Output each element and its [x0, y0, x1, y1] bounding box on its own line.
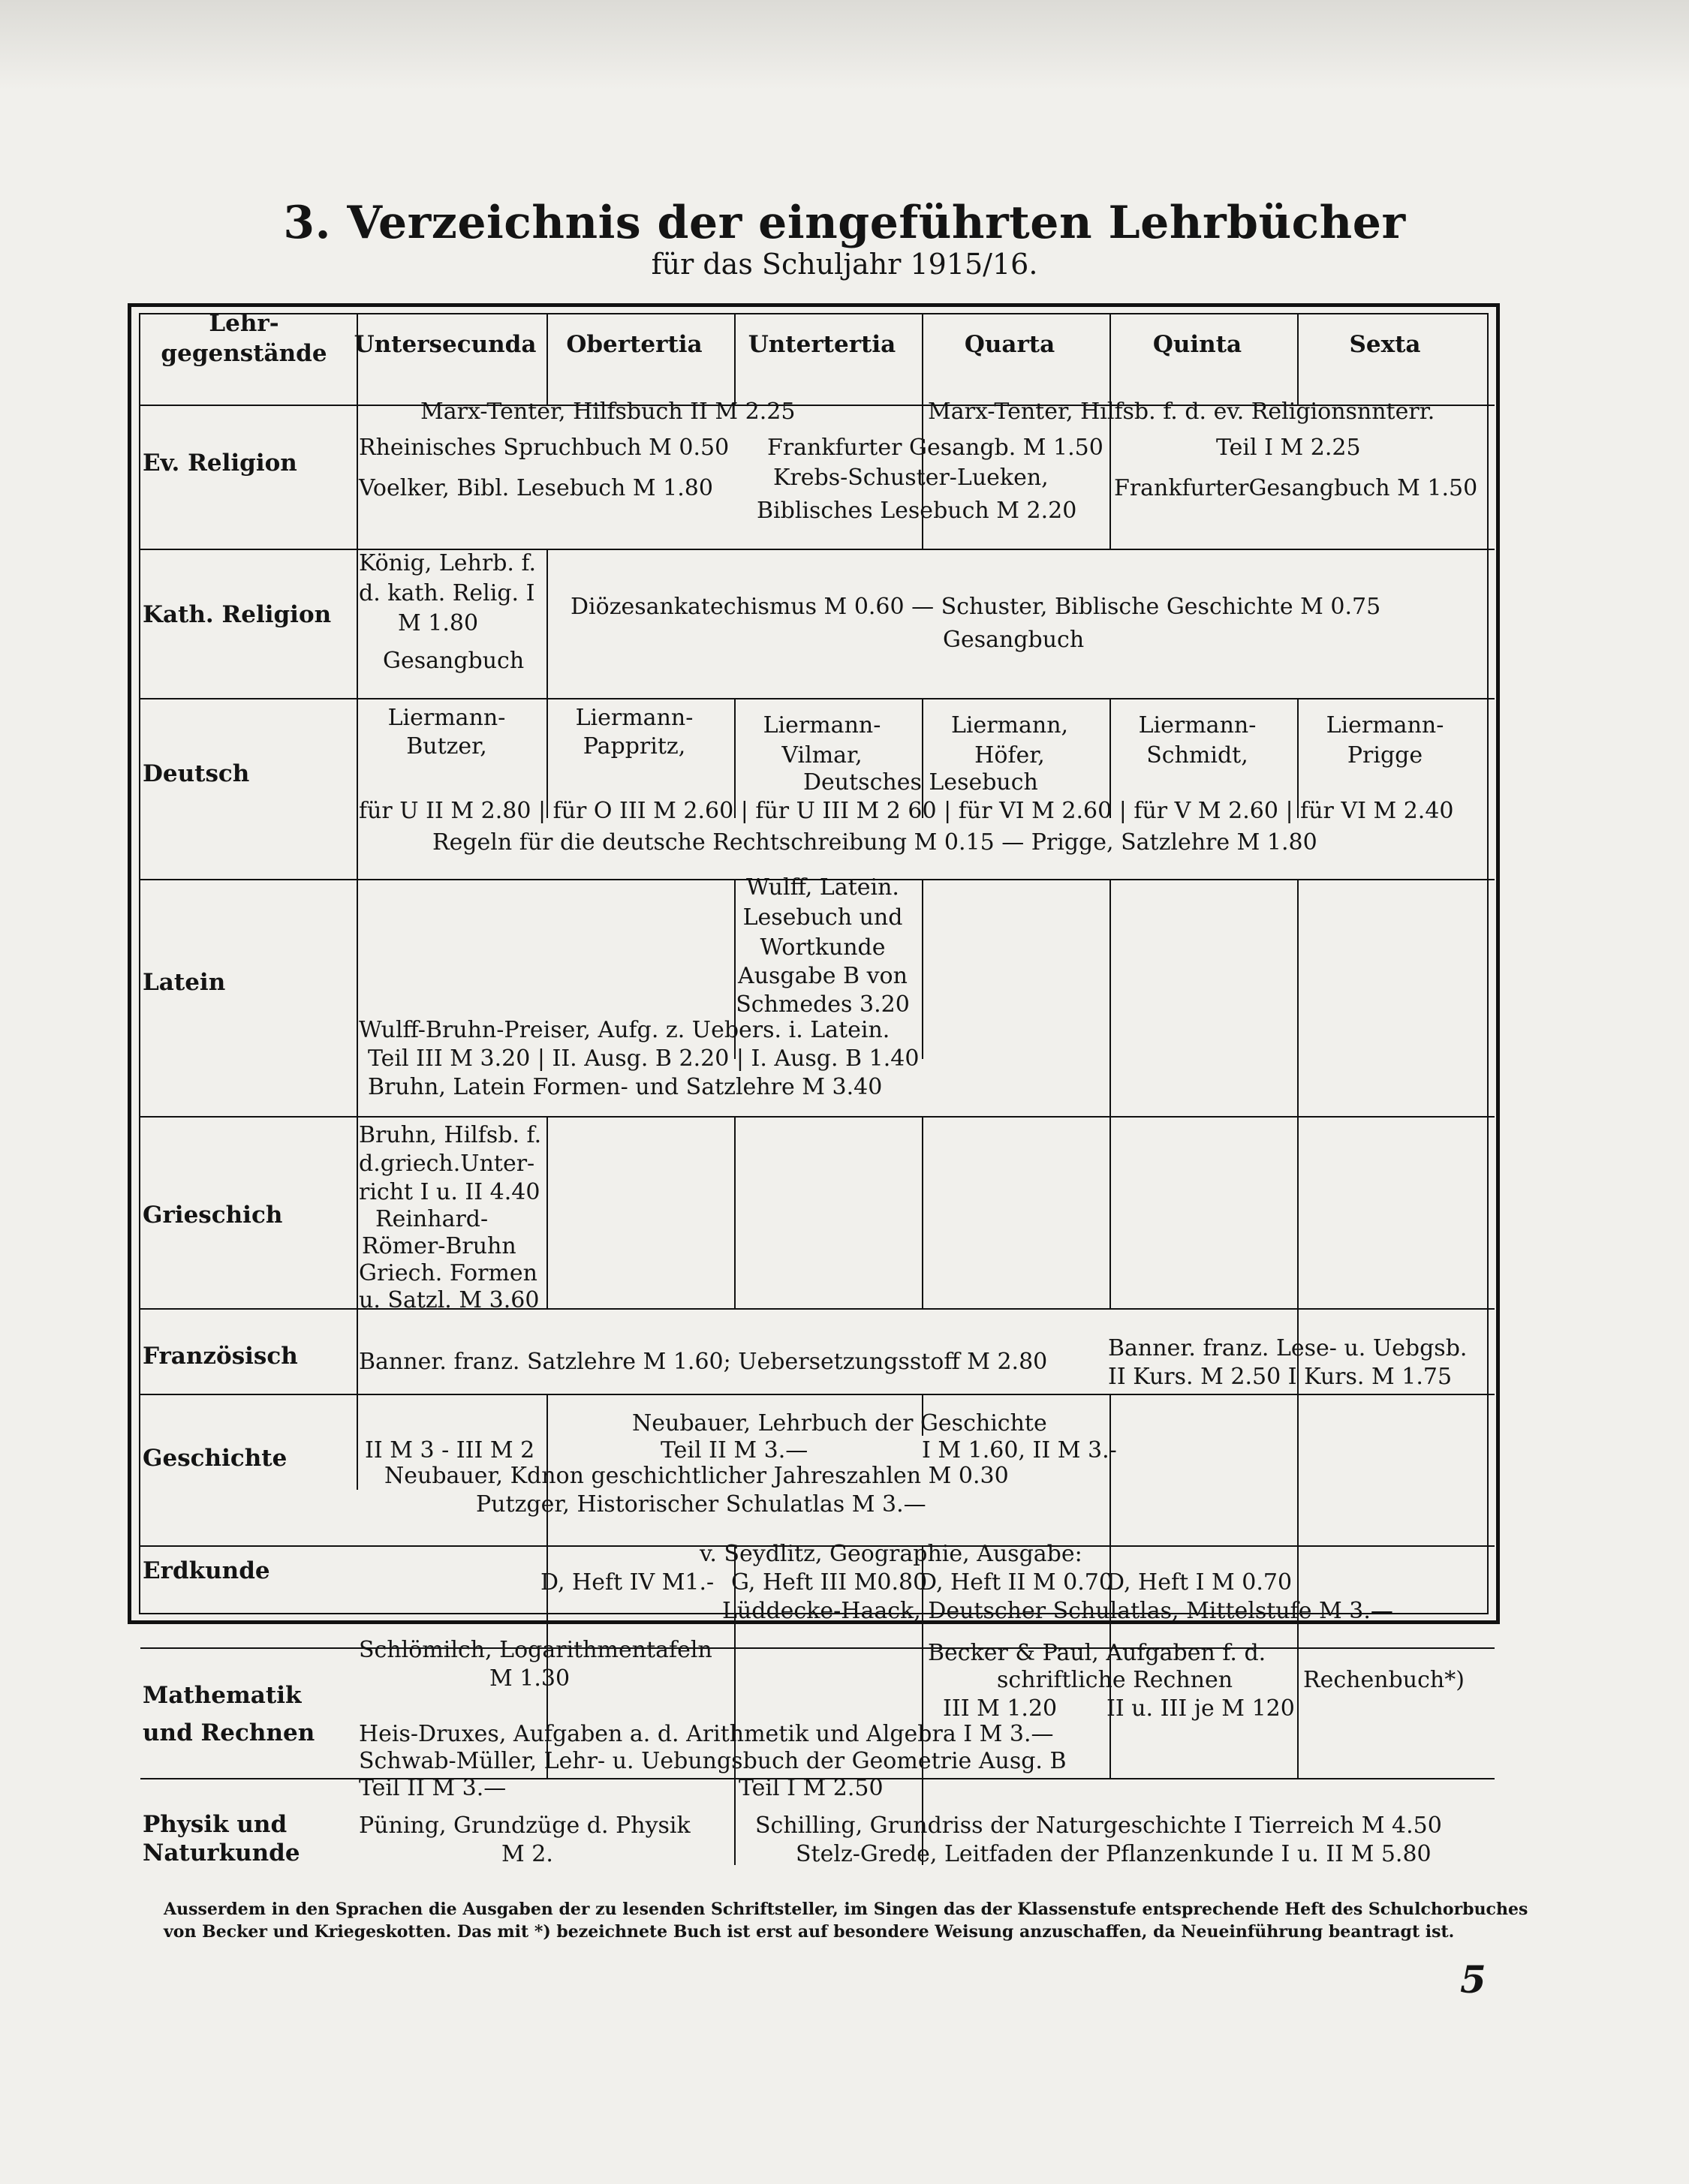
erdkunde-seydlitz: v. Seydlitz, Geographie, Ausgabe:: [700, 1541, 1082, 1567]
deutsch-prices: für U II M 2.80 | für O III M 2.60 | für U III M 2 60 | für VI M 2.60 | für V M 2.60 | für VI M 2.40: [359, 798, 1454, 824]
latein-wulff-bruhn: Wulff-Bruhn-Preiser, Aufg. z. Uebers. i. Latein.: [359, 1017, 890, 1043]
latein-wulff-1: Wulff, Latein.: [746, 874, 899, 901]
col-segment: [1109, 1116, 1111, 1308]
deutsch-us-2: Butzer,: [406, 733, 487, 760]
col-segment: [1297, 1545, 1299, 1647]
griechisch-3: richt I u. II 4.40: [359, 1179, 540, 1205]
religion-teil-i: Teil I M 2.25: [1216, 435, 1361, 461]
row-line-2: [140, 698, 1495, 699]
geschichte-ii-iii: II M 3 - III M 2: [365, 1437, 535, 1464]
deutsch-us-1: Liermann-: [387, 705, 506, 731]
kath-gesangbuch-left: Gesangbuch: [383, 648, 525, 674]
erdkunde-heft-ii: D, Heft II M 0.70: [919, 1569, 1113, 1596]
deutsch-qu-1: Liermann-: [1138, 712, 1257, 739]
col-segment: [1297, 1394, 1299, 1545]
geschichte-i-ii: I M 1.60, II M 3.-: [922, 1437, 1117, 1464]
geschichte-kanon: Neubauer, Kdnon geschichtlicher Jahreszahlen M 0.30: [384, 1463, 1009, 1489]
erdkunde-heft-iv: D, Heft IV M1.-: [540, 1569, 715, 1596]
col-segment: [546, 1116, 548, 1308]
mathe-teil-i: Teil I M 2.50: [739, 1775, 884, 1801]
deutsch-q-2: Höfer,: [974, 742, 1045, 769]
row-line-1: [140, 549, 1495, 550]
page-number: 5: [1460, 1957, 1486, 2002]
erdkunde-heft-i: D, Heft I M 0.70: [1106, 1569, 1293, 1596]
latein-wulff-4: Ausgabe B von: [738, 963, 908, 989]
col-line-6: [1297, 314, 1299, 405]
mathe-schloemilch-1: Schlömilch, Logarithmentafeln: [359, 1637, 712, 1663]
latein-wulff-3: Wortkunde: [760, 934, 886, 961]
physik-stelz-grede: Stelz-Grede, Leitfaden der Pflanzenkunde I u. II M 5.80: [796, 1841, 1432, 1867]
row-line-6: [140, 1394, 1495, 1395]
mathe-teil-ii: Teil II M 3.—: [359, 1775, 507, 1801]
mathe-schloemilch-2: M 1.30: [489, 1665, 571, 1692]
deutsch-ot-2: Pappritz,: [583, 733, 686, 760]
deutsch-s-1: Liermann-: [1326, 712, 1444, 739]
deutsch-ut-1: Liermann-: [763, 712, 881, 739]
erdkunde-heft-iii: G, Heft III M0.80: [731, 1569, 928, 1596]
col-segment: [734, 1116, 736, 1308]
kath-koenig-2: d. kath. Relig. I: [359, 580, 535, 606]
header-untertertia: Untertertia: [748, 331, 896, 358]
erdkunde-label: Erdkunde: [143, 1557, 270, 1584]
header-obertertia: Obertertia: [566, 331, 703, 358]
col-segment: [1297, 1116, 1299, 1308]
religion-marx-tenter-iii: Marx-Tenter, Hılfsb. f. d. ev. Religionsnnterr.: [928, 399, 1435, 425]
col-segment: [922, 879, 923, 1059]
franz-banner-lese: Banner. franz. Lese- u. Uebgsb.: [1108, 1335, 1468, 1361]
griechisch-7: u. Satzl. M 3.60: [359, 1287, 540, 1313]
geschichte-label: Geschichte: [143, 1445, 288, 1472]
deutsch-ut-2: Vilmar,: [781, 742, 863, 769]
mathe-heis-druxes: Heis-Druxes, Aufgaben a. d. Arithmetik und Algebra I M 3.—: [359, 1721, 1054, 1747]
franz-label: Französisch: [143, 1343, 298, 1370]
franz-kurs: II Kurs. M 2.50 I Kurs. M 1.75: [1108, 1364, 1453, 1390]
col-segment: [734, 1778, 736, 1865]
deutsch-ot-1: Liermann-: [575, 705, 694, 731]
mathe-label-2: und Rechnen: [143, 1719, 315, 1746]
mathe-schwab-mueller: Schwab-Müller, Lehr- u. Uebungsbuch der Geometrie Ausg. B: [359, 1748, 1067, 1774]
griechisch-4: Reinhard-: [375, 1206, 489, 1232]
row-line-5: [140, 1308, 1495, 1310]
religion-spruchbuch: Rheinisches Spruchbuch M 0.50: [359, 435, 730, 461]
deutsch-q-1: Liermann,: [950, 712, 1069, 739]
mathe-becker-paul-3a: III M 1.20: [943, 1695, 1058, 1722]
col-line-3: [734, 314, 736, 405]
col-line-5: [1109, 314, 1111, 405]
religion-biblisches-lesebuch: Biblisches Lesebuch M 2.20: [757, 498, 1077, 524]
kath-koenig-3: M 1.80: [398, 610, 479, 636]
deutsch-lesebuch: Deutsches Lesebuch: [803, 769, 1038, 796]
kath-koenig-1: König, Lehrb. f.: [359, 550, 537, 576]
col-line-1: [357, 314, 358, 1490]
kath-label: Kath. Religion: [143, 601, 332, 628]
col-segment: [1297, 879, 1299, 1116]
row-line-4: [140, 1116, 1495, 1118]
physik-label-2: Naturkunde: [143, 1840, 300, 1867]
page-edge-shading: [0, 0, 1689, 90]
page-subtitle: für das Schuljahr 1915/16.: [651, 248, 1038, 281]
geschichte-neubauer: Neubauer, Lehrbuch der Geschichte: [632, 1410, 1047, 1436]
kath-gesangbuch: Gesangbuch: [943, 627, 1085, 653]
header-subjects-1: Lehr-: [209, 310, 279, 337]
geschichte-teil-ii: Teil II M 3.—: [661, 1437, 808, 1464]
griechisch-label: Grieschich: [143, 1202, 283, 1229]
religion-marx-tenter-ii: Marx-Tenter, Hilfsbuch II M 2.25: [420, 399, 796, 425]
physik-puening-1: Püning, Grundzüge d. Physik: [359, 1812, 691, 1839]
deutsch-s-2: Prigge: [1347, 742, 1423, 769]
mathe-label-1: Mathematik: [143, 1682, 302, 1709]
header-quinta: Quinta: [1152, 331, 1242, 358]
latein-wulff-2: Lesebuch und: [742, 904, 903, 931]
religion-krebs-schuster: Krebs-Schuster-Lueken,: [773, 465, 1049, 491]
header-untersecunda: Untersecunda: [354, 331, 537, 358]
latein-bruhn: Bruhn, Latein Formen- und Satzlehre M 3.40: [368, 1074, 883, 1100]
religion-label: Ev. Religion: [143, 450, 297, 477]
col-segment: [1297, 1647, 1299, 1778]
latein-wulff-5: Schmedes 3.20: [736, 991, 910, 1018]
religion-frankfurter-gesangbuch: FrankfurterGesangbuch M 1.50: [1114, 475, 1478, 501]
col-line-4: [922, 314, 923, 405]
deutsch-qu-2: Schmidt,: [1146, 742, 1248, 769]
mathe-becker-paul-3b: II u. III je M 120: [1106, 1695, 1295, 1722]
deutsch-label: Deutsch: [143, 760, 250, 787]
col-segment: [546, 549, 548, 698]
griechisch-5: Römer-Bruhn: [362, 1233, 516, 1259]
mathe-becker-paul-2: schriftliche Rechnen: [997, 1667, 1233, 1693]
deutsch-regeln: Regeln für die deutsche Rechtschreibung M 0.15 — Prigge, Satzlehre M 1.80: [432, 829, 1317, 856]
griechisch-1: Bruhn, Hilfsb. f.: [359, 1122, 542, 1148]
col-segment: [1109, 879, 1111, 1116]
header-subjects-2: gegenstände: [161, 340, 327, 367]
religion-voelker: Voelker, Bibl. Lesebuch M 1.80: [359, 475, 713, 501]
header-sexta: Sexta: [1349, 331, 1421, 358]
latein-label: Latein: [143, 969, 226, 996]
geschichte-putzger: Putzger, Historischer Schulatlas M 3.—: [476, 1491, 926, 1518]
page-title: 3. Verzeichnis der eingeführten Lehrbücher: [283, 197, 1406, 249]
physik-schilling: Schilling, Grundriss der Naturgeschichte I Tierreich M 4.50: [755, 1812, 1442, 1839]
griechisch-2: d.griech.Unter-: [359, 1151, 535, 1177]
col-segment: [1109, 1394, 1111, 1545]
griechisch-6: Griech. Formen: [359, 1260, 537, 1286]
mathe-becker-paul-1: Becker & Paul, Aufgaben f. d.: [928, 1640, 1266, 1666]
kath-dioezesan: Diözesankatechismus M 0.60 — Schuster, Biblische Geschichte M 0.75: [571, 594, 1381, 620]
footnote-line-1: Ausserdem in den Sprachen die Ausgaben der zu lesenden Schriftsteller, im Singen das der Klassenstufe entsprechende Heft des Schulchorbuches: [164, 1900, 1528, 1919]
religion-frankfurter-gesangb: Frankfurter Gesangb. M 1.50: [767, 435, 1103, 461]
latein-teil: Teil III M 3.20 | II. Ausg. B 2.20 | I. Ausg. B 1.40: [368, 1045, 920, 1072]
physik-puening-2: M 2.: [501, 1841, 553, 1867]
header-quarta: Quarta: [964, 331, 1055, 358]
erdkunde-lueddecke: Lüddecke-Haack, Deutscher Schulatlas, Mittelstufe M 3.—: [722, 1598, 1393, 1624]
physik-label-1: Physik und: [143, 1811, 288, 1838]
footnote-line-2: von Becker und Kriegeskotten. Das mit *) bezeichnete Buch ist erst auf besondere Weisung anzuschaffen, da Neueinführung beantragt ist.: [164, 1922, 1455, 1942]
franz-banner-satzlehre: Banner. franz. Satzlehre M 1.60; Uebersetzungsstoff M 2.80: [359, 1349, 1048, 1375]
mathe-rechenbuch: Rechenbuch*): [1303, 1667, 1465, 1693]
col-line-2: [546, 314, 548, 405]
row-line-8: [140, 1647, 1495, 1649]
col-segment: [922, 1116, 923, 1308]
